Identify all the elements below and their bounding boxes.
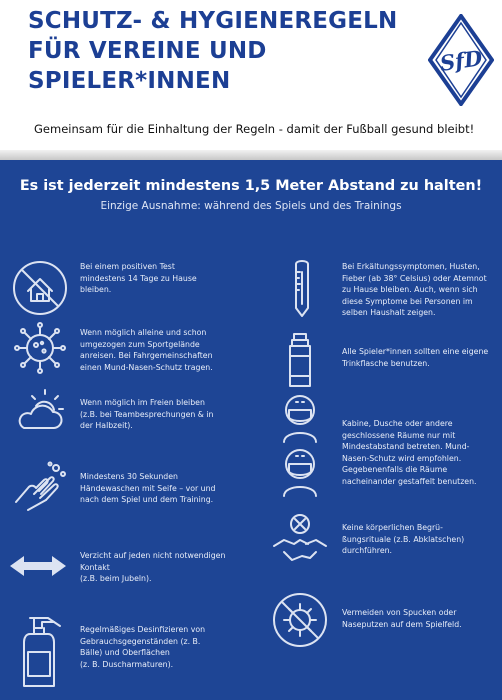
no-spitting-icon: [270, 590, 330, 650]
no-house-icon: [10, 258, 70, 318]
water-bottle-icon: [270, 330, 330, 390]
masked-people-icon: [270, 388, 330, 506]
rule-text-rooms: Kabine, Dusche oder andere geschlossene Räume nur mit Mindestabstand betreten. Mund- Nasen-Schutz wird empfohlen. Gegebenenfalls die Räume nacheinander gestaffelt benutzen.: [342, 419, 477, 486]
rule-text-spitting: Vermeiden von Spucken oder Naseputzen auf dem Spielfeld.: [342, 608, 462, 629]
rule-text-symptoms: Bei Erkältungssymptomen, Husten, Fieber (ab 38° Celsius) oder Atemnot zu Hause bleiben. Auch, wenn sich diese Symptome bei Personen im selben Haushalt zeigen.: [342, 262, 487, 318]
rule-text-arrival: Wenn möglich alleine und schon umgezogen zum Sportgelände anreisen. Bei Fahrgemeinschaften einen Mund-Nasen-Schutz tragen.: [80, 328, 213, 372]
divider-strip: [0, 150, 502, 160]
subtitle: Gemeinsam für die Einhaltung der Regeln - damit der Fußball gesund bleibt!: [34, 122, 475, 136]
rule-text-greeting: Keine körperlichen Begrü- ßungsrituale (z.B. Abklatschen) durchführen.: [342, 523, 465, 556]
distance-headline: Es ist jederzeit mindestens 1,5 Meter Abstand zu halten!: [19, 178, 483, 194]
rule-text-outdoors: Wenn möglich im Freien bleiben (z.B. bei Teambesprechungen & in der Halbzeit).: [80, 398, 214, 431]
club-logo-icon: [428, 14, 494, 106]
disinfectant-spray-icon: [12, 612, 72, 692]
title-line-3: SPIELER*INNEN: [28, 68, 231, 94]
distance-exception: Einzige Ausnahme: während des Spiels und des Trainings: [100, 200, 402, 212]
header: [0, 0, 502, 158]
rule-text-quarantine: Bei einem positiven Test mindestens 14 Tage zu Hause bleiben.: [80, 262, 197, 295]
title-line-1: SCHUTZ- & HYGIENEREGELN: [28, 8, 398, 34]
sun-cloud-icon: [10, 384, 70, 444]
thermometer-icon: [272, 258, 332, 318]
virus-icon: [10, 318, 70, 378]
club-logo: [428, 14, 494, 106]
rule-text-handwashing: Mindestens 30 Sekunden Händewaschen mit Seife – vor und nach dem Spiel und dem Training.: [80, 472, 216, 505]
title-line-2: FÜR VEREINE UND: [28, 38, 267, 64]
no-handshake-icon: [270, 510, 330, 570]
rule-text-contact: Verzicht auf jeden nicht notwendigen Kontakt (z.B. beim Jubeln).: [80, 551, 226, 584]
rule-text-disinfect: Regelmäßiges Desinfizieren von Gebrauchsgegenständen (z. B. Bälle) und Oberflächen (z. B. Duscharmaturen).: [80, 625, 206, 669]
distance-arrow-icon: [8, 536, 68, 596]
hand-washing-icon: [10, 458, 70, 518]
page-title: [28, 6, 428, 96]
svg-text:SfD: SfD: [438, 45, 484, 76]
rule-text-bottle: Alle Spieler*innen sollten eine eigene Trinkflasche benutzen.: [342, 347, 489, 368]
